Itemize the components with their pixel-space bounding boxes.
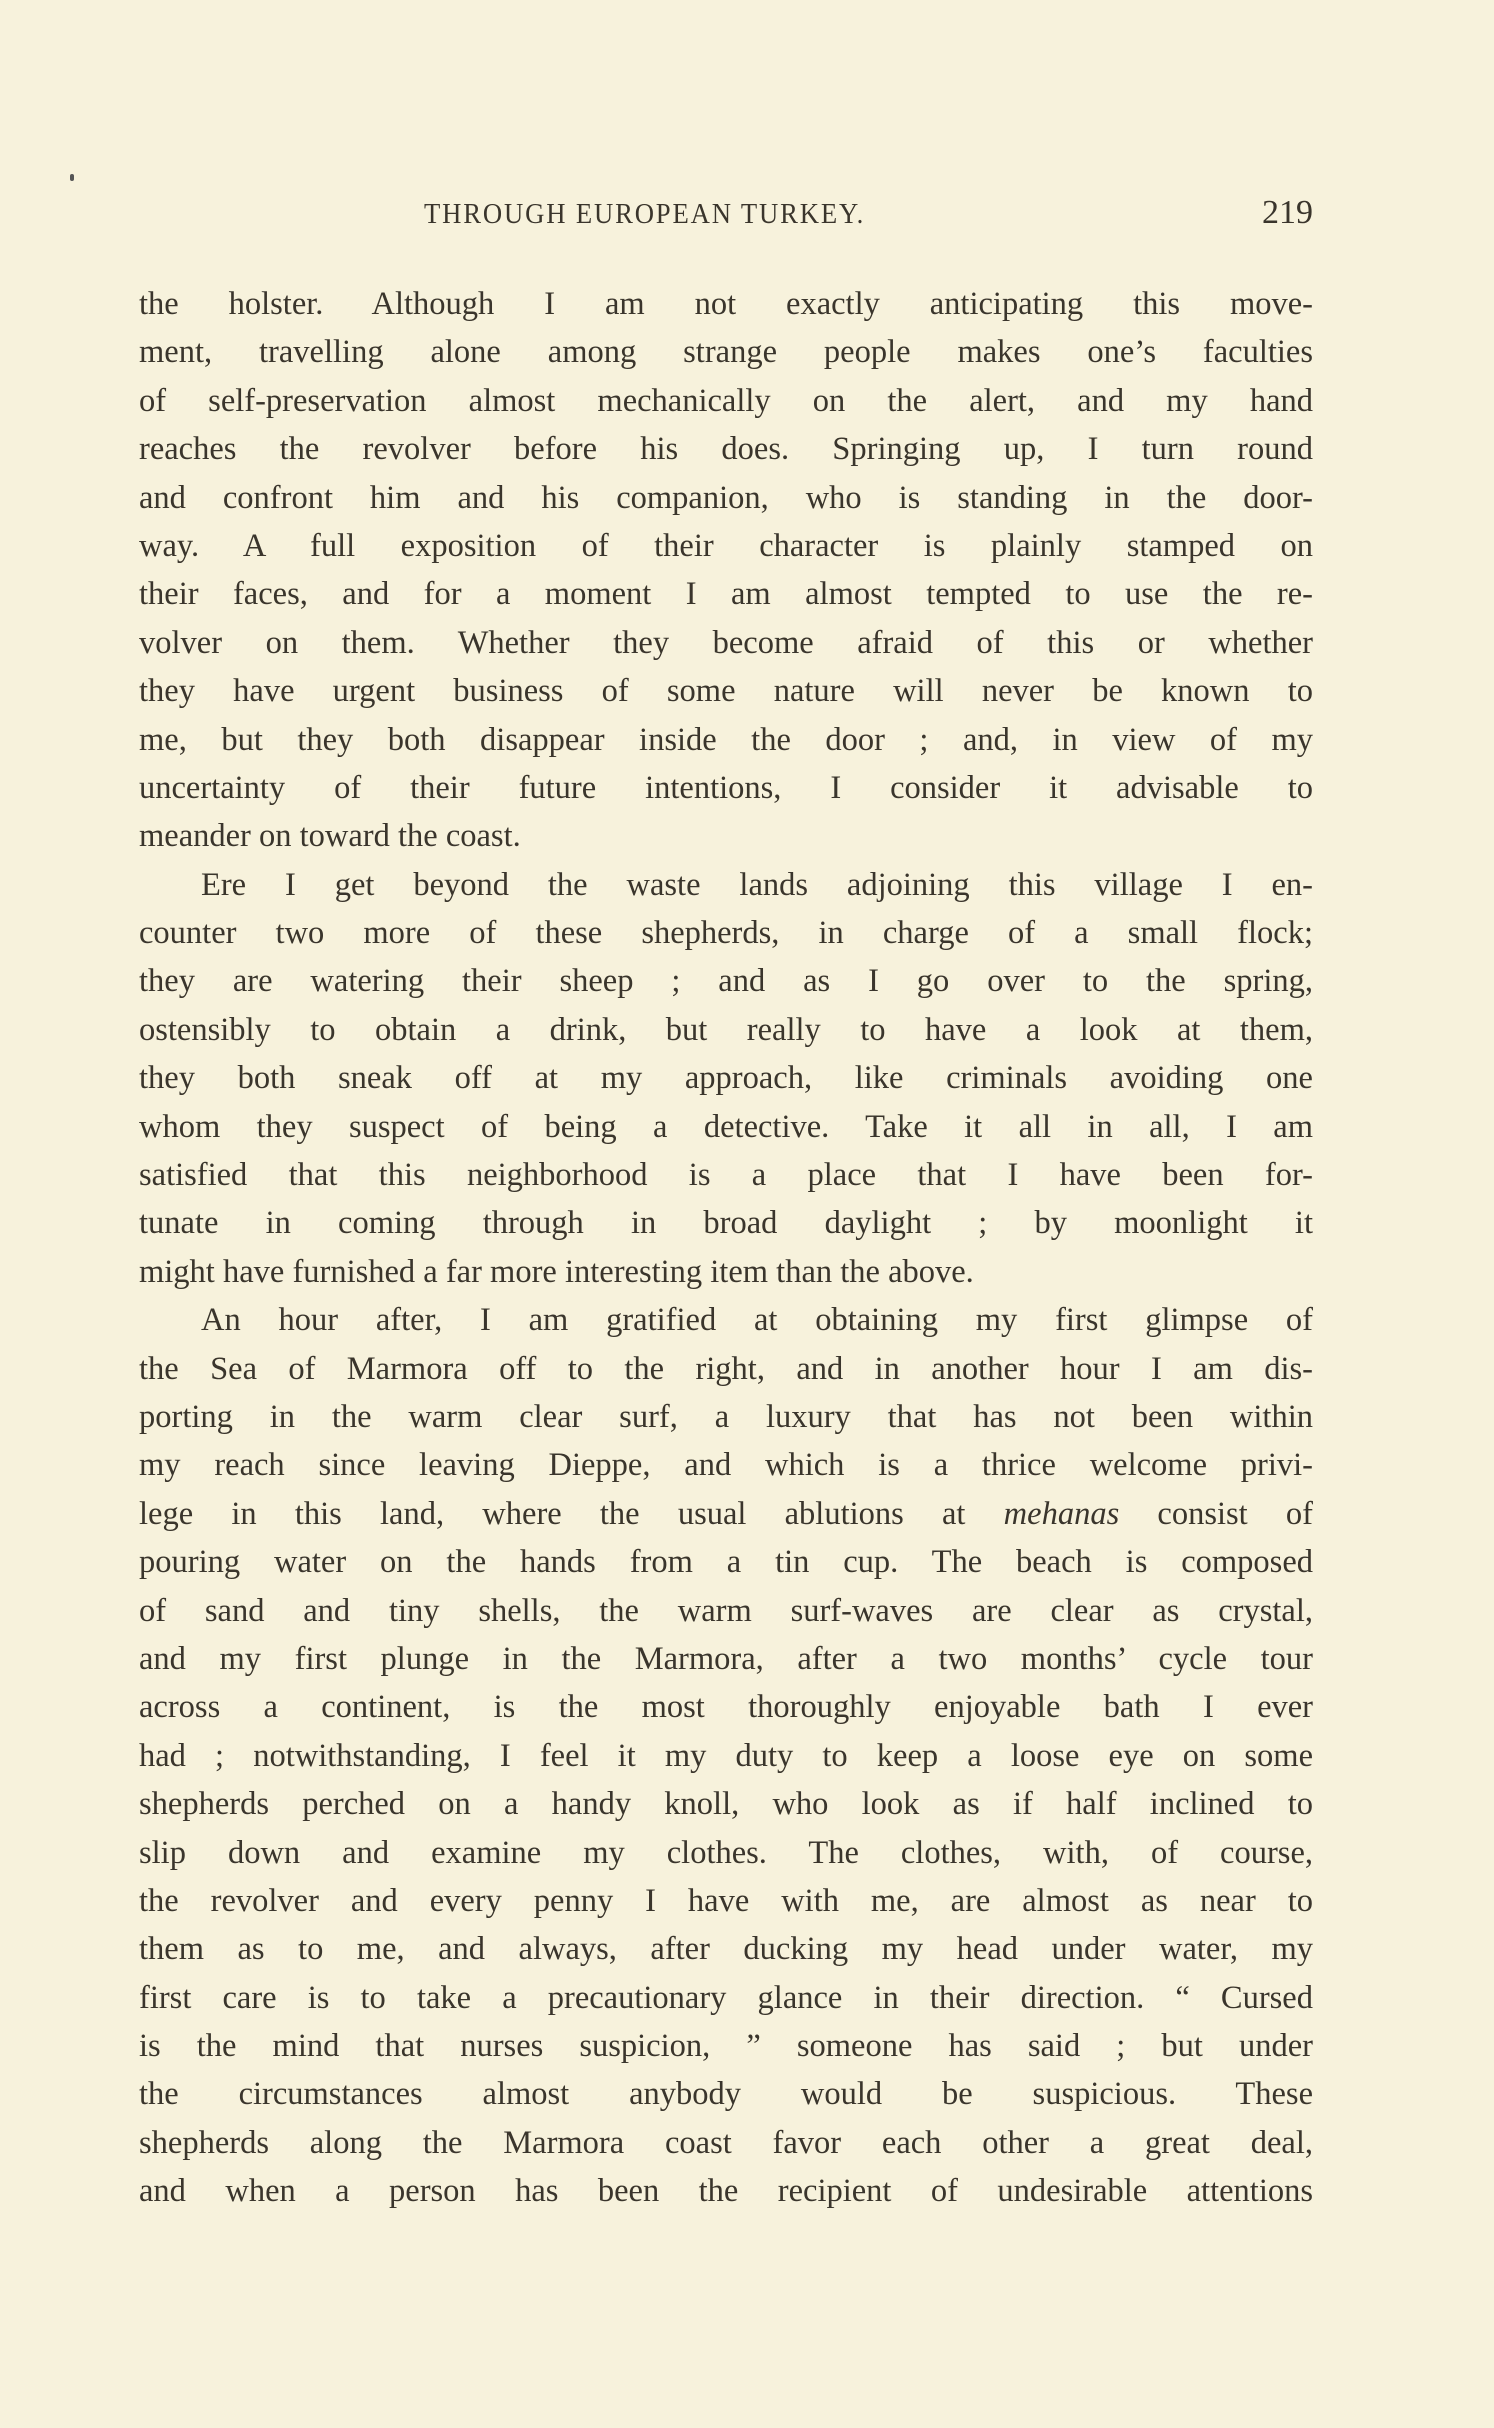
text-line: me, but they both disappear inside the door ; and, in view of my — [139, 721, 1313, 758]
text-line: they are watering their sheep ; and as I go over to the spring, — [139, 963, 1313, 1000]
text-line: might have furnished a far more interesting item than the above. — [139, 1253, 974, 1290]
paragraph — [139, 1296, 1313, 2215]
text-line: uncertainty of their future intentions, I consider it advisable to — [139, 769, 1313, 806]
text-segment: lege in this land, where the usual ablutions at — [139, 1495, 1004, 1532]
text-line: the circumstances almost anybody would be suspicious. These — [139, 2076, 1313, 2113]
text-line: Ere I get beyond the waste lands adjoining this village I en- — [201, 866, 1313, 903]
text-line: across a continent, is the most thoroughly enjoyable bath I ever — [139, 1689, 1313, 1726]
text-line: they both sneak off at my approach, like criminals avoiding one — [139, 1060, 1313, 1097]
text-line: my reach since leaving Dieppe, and which is a thrice welcome privi- — [139, 1447, 1313, 1484]
text-line: and confront him and his companion, who is standing in the door- — [139, 479, 1313, 516]
text-line: is the mind that nurses suspicion, ” someone has said ; but under — [139, 2028, 1313, 2065]
text-line: meander on toward the coast. — [139, 818, 521, 855]
text-line: the holster. Although I am not exactly anticipating this move- — [139, 286, 1313, 322]
text-line: they have urgent business of some nature will never be known to — [139, 673, 1313, 710]
text-line: the revolver and every penny I have with me, are almost as near to — [139, 1882, 1313, 1919]
body-text — [139, 280, 1313, 2216]
text-line: of self-preservation almost mechanically on the alert, and my hand — [139, 382, 1313, 419]
text-line: way. A full exposition of their character is plainly stamped on — [139, 527, 1313, 564]
paragraph — [139, 861, 1313, 1297]
text-line: tunate in coming through in broad daylight ; by moonlight it — [139, 1205, 1313, 1242]
italic-word: mehanas — [1003, 1495, 1120, 1532]
text-line: volver on them. Whether they become afraid of this or whether — [139, 624, 1313, 661]
text-line: An hour after, I am gratified at obtaining my first glimpse of — [201, 1302, 1313, 1339]
text-line: the Sea of Marmora off to the right, and in another hour I am dis- — [139, 1350, 1313, 1387]
text-line: pouring water on the hands from a tin cup. The beach is composed — [139, 1544, 1313, 1581]
text-line: ostensibly to obtain a drink, but really to have a look at them, — [139, 1011, 1313, 1048]
text-line: of sand and tiny shells, the warm surf-waves are clear as crystal, — [139, 1592, 1313, 1629]
running-header — [139, 194, 1313, 242]
text-line: ment, travelling alone among strange people makes one’s faculties — [139, 334, 1313, 371]
text-line: satisfied that this neighborhood is a place that I have been for- — [139, 1157, 1313, 1194]
text-line: counter two more of these shepherds, in charge of a small flock; — [139, 915, 1313, 952]
page-number: 219 — [1262, 194, 1313, 231]
text-line: and my first plunge in the Marmora, after a two months’ cycle tour — [139, 1640, 1313, 1677]
text-line: their faces, and for a moment I am almost tempted to use the re- — [139, 576, 1313, 613]
ink-speck — [70, 174, 74, 181]
text-line: slip down and examine my clothes. The clothes, with, of course, — [139, 1834, 1313, 1871]
text-line: reaches the revolver before his does. Springing up, I turn round — [139, 431, 1313, 468]
text-line: and when a person has been the recipient of undesirable attentions — [139, 2173, 1313, 2210]
text-line: shepherds along the Marmora coast favor each other a great deal, — [139, 2124, 1313, 2161]
text-line: them as to me, and always, after ducking my head under water, my — [139, 1931, 1313, 1968]
text-line: shepherds perched on a handy knoll, who look as if half inclined to — [139, 1786, 1313, 1823]
text-line: had ; notwithstanding, I feel it my duty to keep a loose eye on some — [139, 1737, 1313, 1774]
text-line: porting in the warm clear surf, a luxury that has not been within — [139, 1398, 1313, 1435]
running-title: THROUGH EUROPEAN TURKEY. — [424, 198, 866, 230]
text-line: first care is to take a precautionary glance in their direction. “ Cursed — [139, 1979, 1313, 2016]
text-line: whom they suspect of being a detective. Take it all in all, I am — [139, 1108, 1313, 1145]
paragraph — [139, 280, 1313, 861]
text-segment: consist of — [1119, 1495, 1313, 1532]
text-line — [139, 1490, 1313, 1538]
